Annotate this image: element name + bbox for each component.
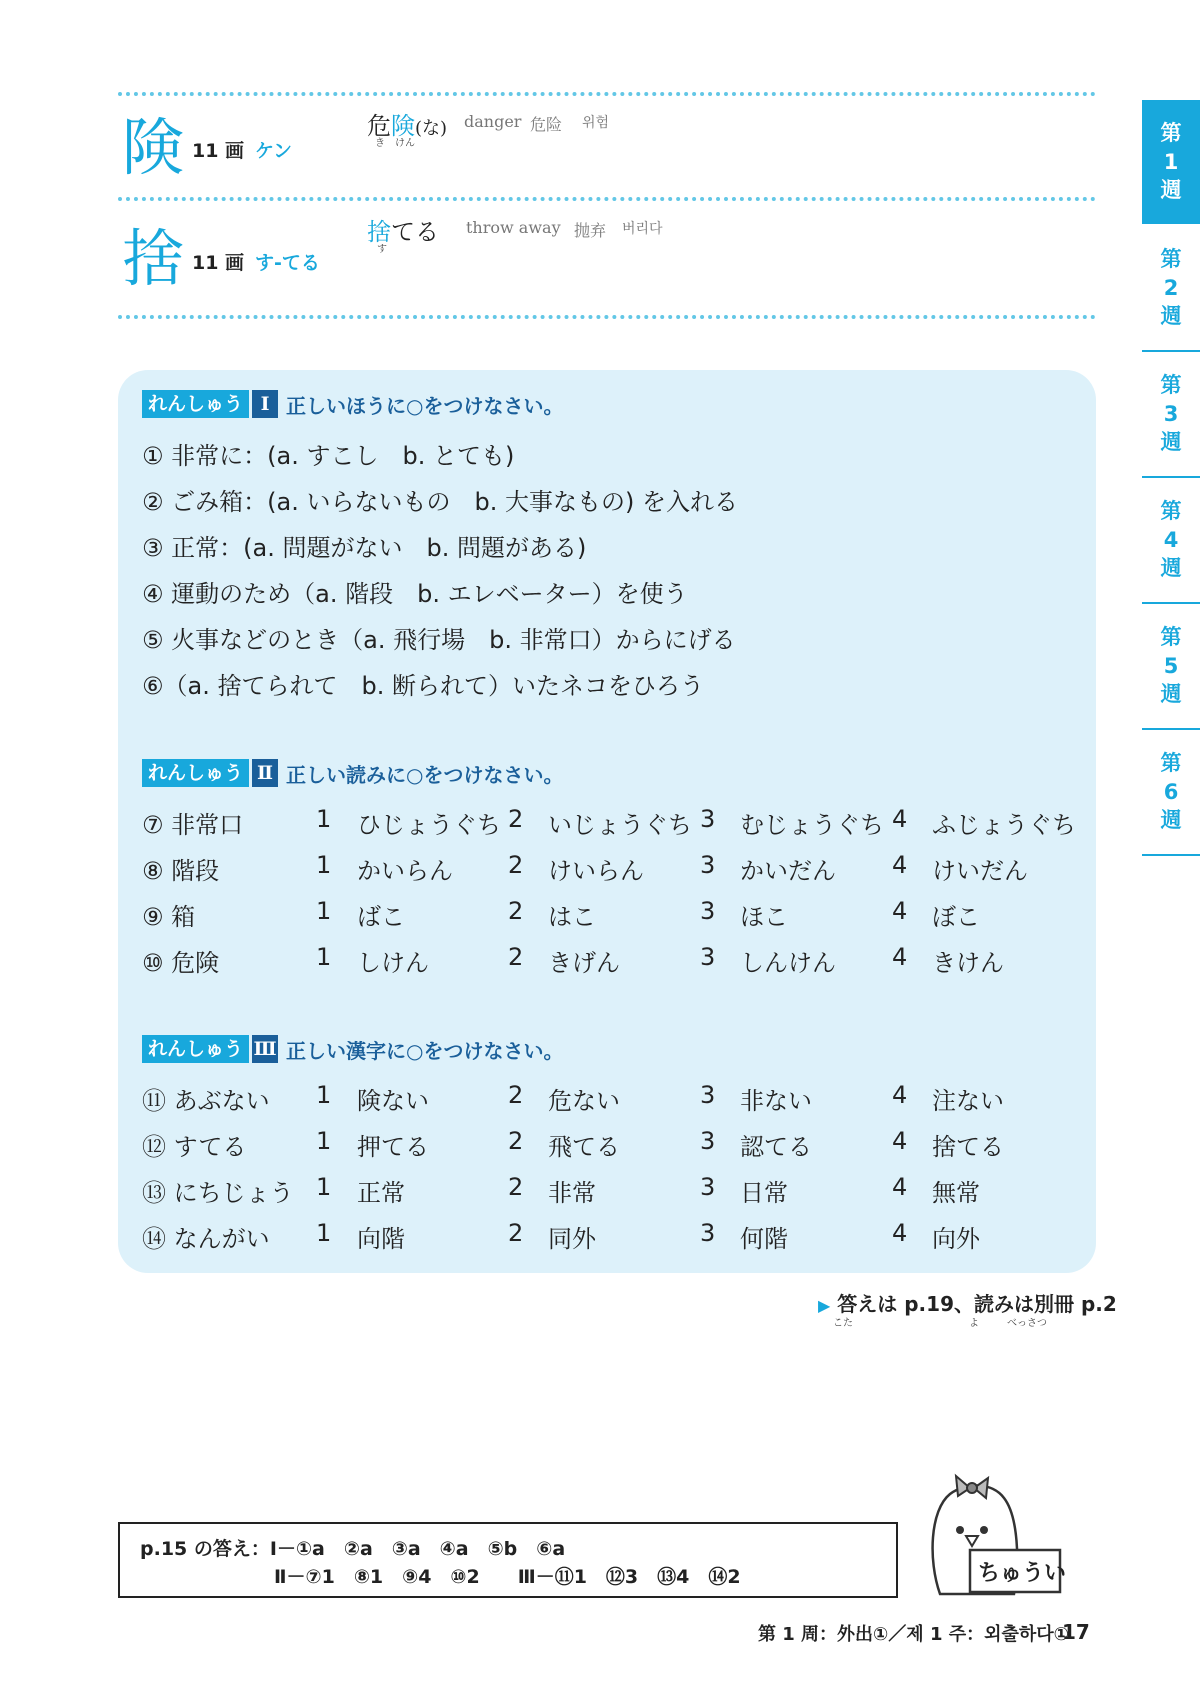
choice-text[interactable]: 注ない <box>932 1087 1004 1115</box>
page-number: 17 <box>1062 1620 1090 1644</box>
choice-number[interactable]: 2 <box>508 1173 524 1201</box>
exercise-instruction: 正しいほうに○をつけなさい。 <box>286 393 564 418</box>
choice-number[interactable]: 4 <box>892 805 908 833</box>
question-label: ⑩ 危険 <box>142 949 220 977</box>
tab-label: 第 <box>1160 499 1182 524</box>
exercise-badge: れんしゅう <box>142 1035 249 1063</box>
exercise-instruction: 正しい漢字に○をつけなさい。 <box>286 1038 564 1063</box>
question-label: ⑨ 箱 <box>142 903 196 931</box>
exercise-1-heading <box>142 390 563 418</box>
choice-number[interactable]: 1 <box>316 897 332 925</box>
choice-number[interactable]: 2 <box>508 943 524 971</box>
gloss-korean: 버리다 <box>622 221 663 237</box>
choice-text[interactable]: きげん <box>548 949 620 977</box>
tab-label: 第 <box>1160 121 1182 146</box>
choice-text[interactable]: むじょうぐち <box>740 811 884 839</box>
tab-number: 2 <box>1163 275 1179 300</box>
answer-reference <box>818 1288 1117 1317</box>
mascot-sign-text: ちゅうい <box>978 1561 1067 1586</box>
question-item: ⑥（a. 捨てられて b. 断られて）いたネコをひろう <box>142 672 704 700</box>
question-item: ⑤ 火事などのとき（a. 飛行場 b. 非常口）からにげる <box>142 626 736 654</box>
choice-number[interactable]: 4 <box>892 1173 908 1201</box>
exercise-3-heading <box>142 1035 563 1063</box>
choice-text[interactable]: ほこ <box>740 903 788 931</box>
gloss-korean: 위험 <box>582 115 610 131</box>
choice-number[interactable]: 1 <box>316 943 332 971</box>
choice-text[interactable]: 険ない <box>357 1087 429 1115</box>
choice-text[interactable]: ぼこ <box>932 903 980 931</box>
vocab-suffix: てる <box>391 218 439 246</box>
choice-text[interactable]: 捨てる <box>932 1133 1004 1161</box>
vocab-furigana: す <box>377 244 387 255</box>
divider-bottom <box>118 315 1096 319</box>
choice-text[interactable]: けいだん <box>932 857 1028 885</box>
tab-label: 第 <box>1160 751 1182 776</box>
tab-label: 第 <box>1160 625 1182 650</box>
gloss-english: danger <box>464 112 522 131</box>
gloss-chinese: 抛弃 <box>574 221 607 240</box>
choice-text[interactable]: しんけん <box>740 949 836 977</box>
choice-number[interactable]: 1 <box>316 1173 332 1201</box>
choice-text[interactable]: かいらん <box>357 857 453 885</box>
vocab-highlight: 捨 <box>367 218 391 246</box>
arrow-right-icon: ▶ <box>818 1296 831 1315</box>
choice-text[interactable]: 認てる <box>740 1133 812 1161</box>
question-label: ⑧ 階段 <box>142 857 220 885</box>
previous-answers-line-2: Ⅱ－⑦1 ⑧1 ⑨4 ⑩2 Ⅲ－⑪1 ⑫3 ⑬4 ⑭2 <box>274 1566 741 1588</box>
choice-number[interactable]: 3 <box>700 805 716 833</box>
exercise-number: Ⅱ <box>252 759 278 787</box>
furigana: よ <box>969 1318 979 1329</box>
choice-number[interactable]: 4 <box>892 1219 908 1247</box>
tab-number: 6 <box>1163 779 1179 804</box>
tab-week-5[interactable] <box>1142 604 1200 728</box>
stroke-count: 11 画 <box>192 140 245 162</box>
choice-number[interactable]: 3 <box>700 851 716 879</box>
choice-text[interactable]: 非ない <box>740 1087 812 1115</box>
tab-week-6[interactable] <box>1142 730 1200 854</box>
question-label: ⑭ なんがい <box>142 1225 270 1253</box>
tab-number: 1 <box>1163 149 1179 174</box>
exercise-number: Ⅲ <box>252 1035 278 1063</box>
choice-text[interactable]: いじょうぐち <box>548 811 692 839</box>
choice-number[interactable]: 4 <box>892 1127 908 1155</box>
choice-text[interactable]: しけん <box>357 949 429 977</box>
choice-number[interactable]: 4 <box>892 1081 908 1109</box>
footer-chapter: 第 1 周：外出①／제 1 주：외출하다① <box>758 1624 1069 1645</box>
choice-number[interactable]: 2 <box>508 851 524 879</box>
vocab-suffix: (な) <box>415 118 448 139</box>
tab-label: 週 <box>1160 682 1182 707</box>
choice-text[interactable]: 日常 <box>740 1179 788 1207</box>
kanji-reading: ケン <box>255 140 293 162</box>
choice-number[interactable]: 3 <box>700 943 716 971</box>
choice-text[interactable]: けいらん <box>548 857 644 885</box>
choice-text[interactable]: 危ない <box>548 1087 620 1115</box>
choice-text[interactable]: 同外 <box>548 1225 596 1253</box>
question-item: ① 非常に：(a. すこし b. とても) <box>142 442 515 470</box>
choice-number[interactable]: 3 <box>700 897 716 925</box>
choice-number[interactable]: 1 <box>316 1127 332 1155</box>
exercise-badge: れんしゅう <box>142 759 249 787</box>
tab-label: 週 <box>1160 556 1182 581</box>
question-item: ② ごみ箱：(a. いらないもの b. 大事なもの) を入れる <box>142 488 738 516</box>
choice-text[interactable]: 向外 <box>932 1225 980 1253</box>
question-item: ③ 正常：(a. 問題がない b. 問題がある) <box>142 534 587 562</box>
vocab-highlight: 険 <box>391 112 415 140</box>
furigana: こた <box>833 1318 853 1329</box>
choice-number[interactable]: 2 <box>508 1219 524 1247</box>
previous-answers-line-1: p.15 の答え：Ⅰ－①a ②a ③a ④a ⑤b ⑥a <box>140 1538 566 1560</box>
vocab-furigana: き けん <box>375 138 415 149</box>
choice-text[interactable]: 向階 <box>357 1225 405 1253</box>
exercise-2-heading <box>142 759 563 787</box>
tab-week-1[interactable] <box>1142 100 1200 224</box>
choice-text[interactable]: きけん <box>932 949 1004 977</box>
choice-number[interactable]: 1 <box>316 1219 332 1247</box>
choice-number[interactable]: 4 <box>892 851 908 879</box>
choice-number[interactable]: 1 <box>316 805 332 833</box>
tab-label: 週 <box>1160 808 1182 833</box>
tab-label: 週 <box>1160 178 1182 203</box>
answer-reference-text: 答えは p.19、読みは別冊 p.2 <box>837 1292 1117 1316</box>
tab-week-4[interactable] <box>1142 478 1200 602</box>
divider-top <box>118 92 1096 96</box>
choice-text[interactable]: 飛てる <box>548 1133 620 1161</box>
previous-answers-box <box>118 1522 898 1598</box>
choice-number[interactable]: 4 <box>892 897 908 925</box>
tab-number: 4 <box>1163 527 1179 552</box>
tab-label: 週 <box>1160 430 1182 455</box>
choice-text[interactable]: ふじょうぐち <box>932 811 1076 839</box>
choice-number[interactable]: 2 <box>508 1081 524 1109</box>
gloss-english: throw away <box>466 218 561 237</box>
gloss-chinese: 危险 <box>530 115 563 134</box>
tab-week-3[interactable] <box>1142 352 1200 476</box>
choice-text[interactable]: 非常 <box>548 1179 596 1207</box>
question-label: ⑪ あぶない <box>142 1087 270 1115</box>
choice-text[interactable]: ばこ <box>357 903 405 931</box>
choice-number[interactable]: 2 <box>508 805 524 833</box>
choice-text[interactable]: 何階 <box>740 1225 788 1253</box>
tab-week-2[interactable] <box>1142 226 1200 350</box>
choice-number[interactable]: 3 <box>700 1081 716 1109</box>
tab-label: 週 <box>1160 304 1182 329</box>
choice-number[interactable]: 2 <box>508 1127 524 1155</box>
question-item: ④ 運動のため（a. 階段 b. エレベーター）を使う <box>142 580 688 608</box>
choice-text[interactable]: ひじょうぐち <box>357 811 501 839</box>
choice-number[interactable]: 1 <box>316 851 332 879</box>
vocab-prefix: 危 <box>367 112 391 140</box>
choice-number[interactable]: 2 <box>508 897 524 925</box>
exercise-number: Ⅰ <box>252 390 278 418</box>
tab-divider <box>1142 854 1200 856</box>
kanji-reading: す-てる <box>255 252 320 274</box>
question-label: ⑬ にちじょう <box>142 1179 294 1207</box>
kanji-character: 捨 <box>122 222 185 295</box>
question-label: ⑦ 非常口 <box>142 811 244 839</box>
tab-number: 5 <box>1163 653 1179 678</box>
stroke-count: 11 画 <box>192 252 245 274</box>
divider-middle <box>118 197 1096 201</box>
tab-label: 第 <box>1160 247 1182 272</box>
choice-text[interactable]: かいだん <box>740 857 836 885</box>
exercise-badge: れんしゅう <box>142 390 249 418</box>
choice-number[interactable]: 3 <box>700 1127 716 1155</box>
furigana: べっさつ <box>1007 1318 1047 1329</box>
question-label: ⑫ すてる <box>142 1133 247 1161</box>
choice-text[interactable]: 押てる <box>357 1133 429 1161</box>
choice-number[interactable]: 3 <box>700 1219 716 1247</box>
choice-number[interactable]: 4 <box>892 943 908 971</box>
choice-text[interactable]: 正常 <box>357 1179 405 1207</box>
tab-number: 3 <box>1163 401 1179 426</box>
choice-text[interactable]: 無常 <box>932 1179 980 1207</box>
choice-number[interactable]: 1 <box>316 1081 332 1109</box>
choice-text[interactable]: はこ <box>548 903 596 931</box>
kanji-character: 険 <box>122 111 185 184</box>
exercise-instruction: 正しい読みに○をつけなさい。 <box>286 762 564 787</box>
tab-label: 第 <box>1160 373 1182 398</box>
choice-number[interactable]: 3 <box>700 1173 716 1201</box>
